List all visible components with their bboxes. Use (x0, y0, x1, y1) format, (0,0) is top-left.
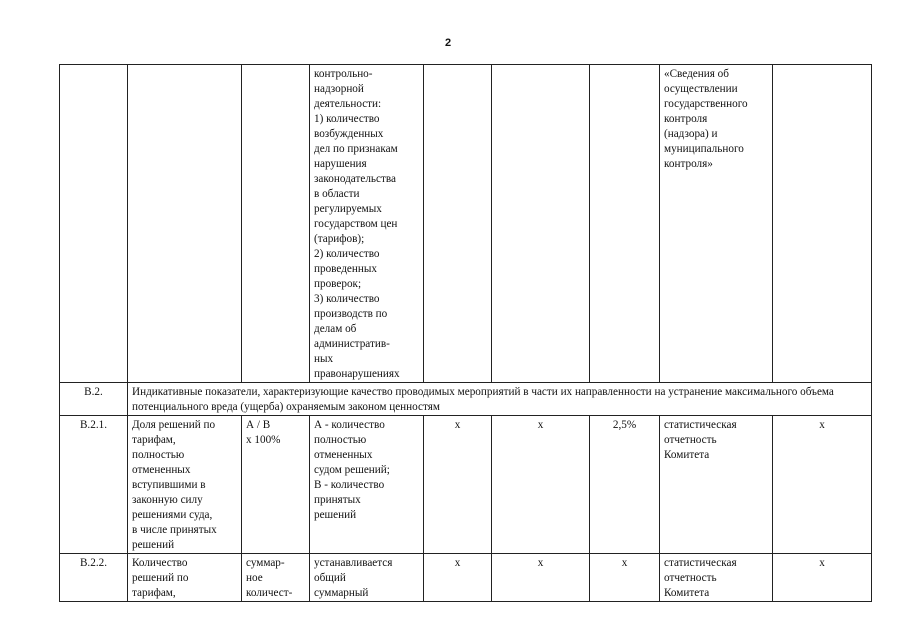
cell-name (128, 65, 242, 383)
cell-formula: А / В х 100% (242, 416, 310, 554)
cell-value-1: х (424, 416, 492, 554)
table-row-continuation (60, 65, 872, 383)
cell-name: Количество решений по тарифам, (128, 554, 242, 602)
cell-source: статистическая отчетность Комитета (660, 554, 773, 602)
cell-value-4: х (773, 554, 872, 602)
cell-comment: устанавливается общий суммарный (310, 554, 424, 602)
cell-num: В.2.1. (60, 416, 128, 554)
cell-value-3: 2,5% (590, 416, 660, 554)
table-row-section-b2 (60, 383, 872, 416)
cell-value-4: х (773, 416, 872, 554)
cell-value-4 (773, 65, 872, 383)
cell-name: Доля решений по тарифам, полностью отмененных вступившими в законную силу решениями суда, в числе принятых решений (128, 416, 242, 554)
cell-value-3 (590, 65, 660, 383)
section-title: Индикативные показатели, характеризующие качество проводимых мероприятий в части их направленности на устранение максимального объема потенциального вреда (ущерба) охраняемым законом ценностям (128, 383, 872, 416)
page-number: 2 (445, 37, 452, 49)
section-number: В.2. (60, 383, 128, 416)
table-row-b2-2 (60, 554, 872, 602)
cell-source: «Сведения об осуществлении государственного контроля (надзора) и муниципального контроля» (660, 65, 773, 383)
cell-num (60, 65, 128, 383)
cell-formula: суммар- ное количест- (242, 554, 310, 602)
cell-value-2: х (492, 416, 590, 554)
cell-formula (242, 65, 310, 383)
cell-value-1 (424, 65, 492, 383)
cell-value-2 (492, 65, 590, 383)
indicators-table (59, 64, 872, 602)
table-row-b2-1 (60, 416, 872, 554)
cell-num: В.2.2. (60, 554, 128, 602)
cell-source: статистическая отчетность Комитета (660, 416, 773, 554)
cell-value-3: х (590, 554, 660, 602)
cell-value-1: х (424, 554, 492, 602)
cell-value-2: х (492, 554, 590, 602)
cell-comment: А - количество полностью отмененных судом решений; В - количество принятых решений (310, 416, 424, 554)
cell-indicator-text: контрольно- надзорной деятельности: 1) количество возбужденных дел по признакам нарушения законодательства в области регулируемых государством цен (тарифов); 2) количество проведенных проверок; 3) количество производств по делам об административ- ных правонарушениях (310, 65, 424, 383)
